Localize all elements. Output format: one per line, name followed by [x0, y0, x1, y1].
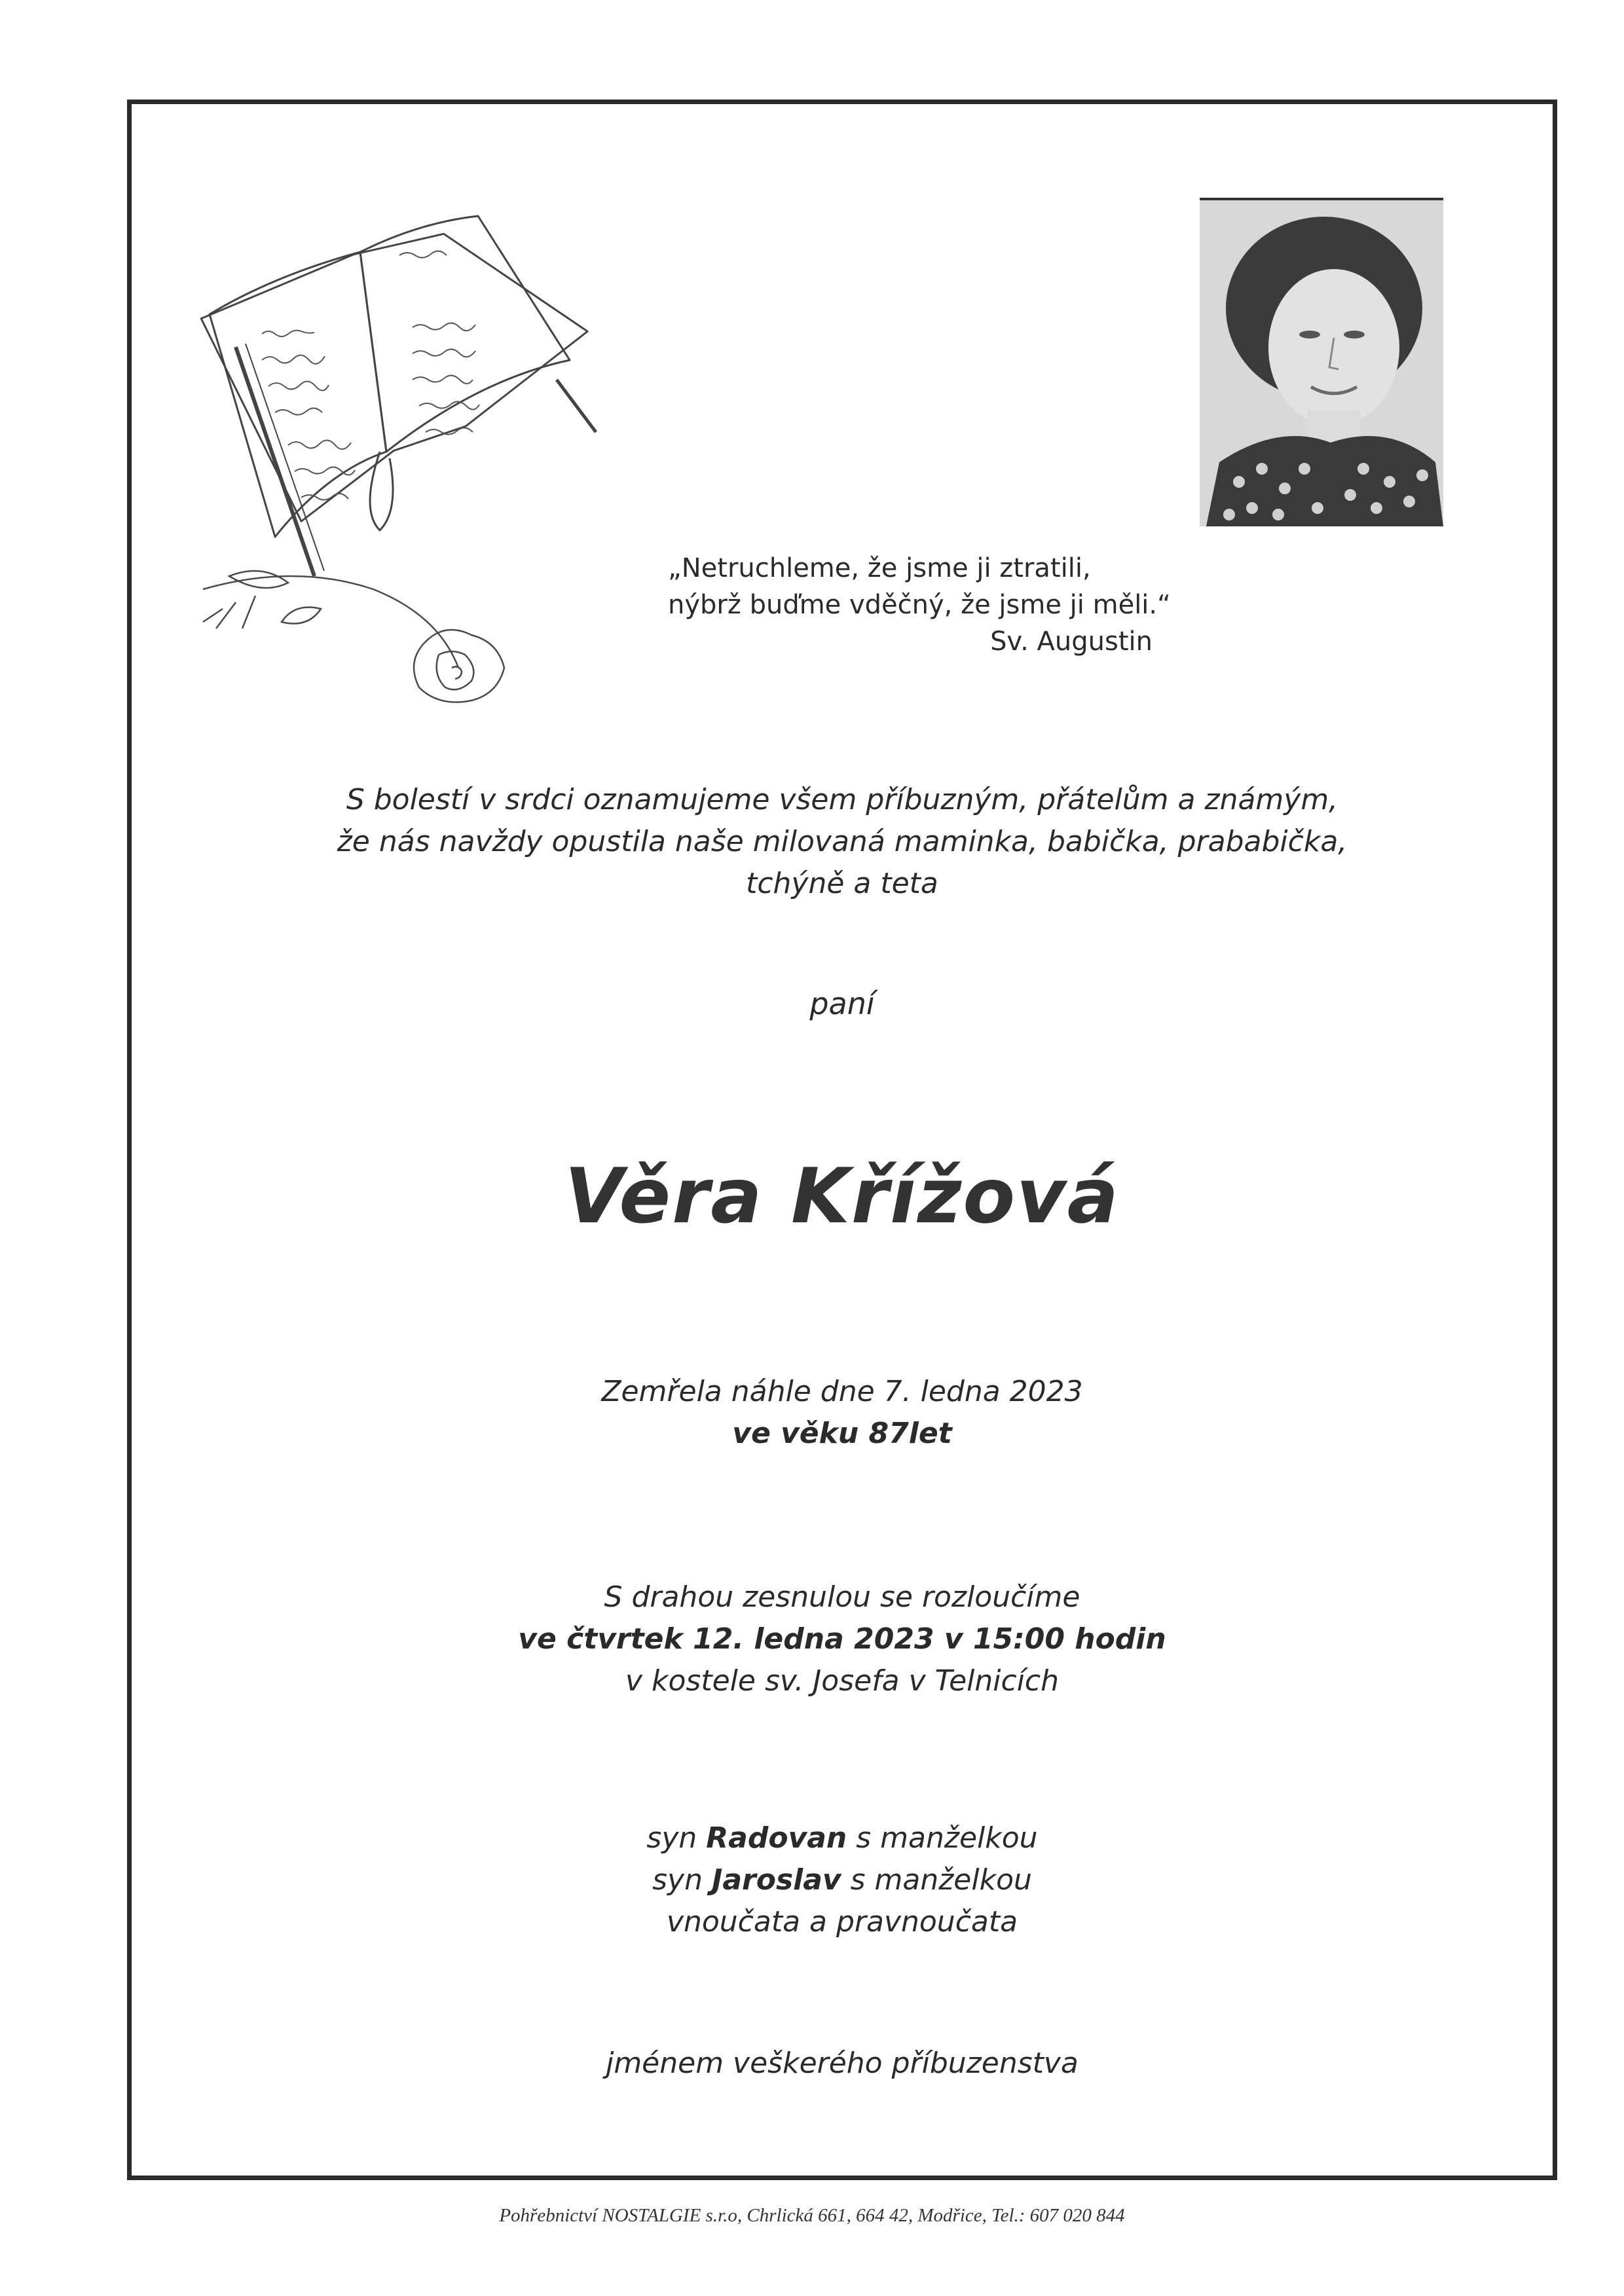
family-suffix: s manželkou: [847, 1821, 1038, 1855]
family-relation: syn: [652, 1863, 712, 1897]
farewell-place: v kostele sv. Josefa v Telnicích: [625, 1664, 1059, 1698]
family-name: Radovan: [706, 1821, 847, 1855]
book-rose-illustration: [164, 170, 609, 707]
family-member: vnoučata a pravnoučata: [666, 1905, 1018, 1939]
farewell-datetime: ve čtvrtek 12. ledna 2023 v 15:00 hodin: [518, 1622, 1166, 1656]
portrait-photo: [1200, 198, 1443, 526]
farewell-info: [127, 1576, 1557, 1702]
quote-block: [668, 550, 1171, 660]
deceased-name: Věra Křížová: [564, 1152, 1120, 1241]
family-member: [127, 1817, 1557, 1859]
family-relation: syn: [646, 1821, 707, 1855]
title-prefix: paní: [809, 986, 875, 1021]
quote-line: „Netruchleme, že jsme ji ztratili,: [668, 553, 1091, 583]
farewell-line: S drahou zesnulou se rozloučíme: [604, 1580, 1080, 1614]
family-suffix: s manželkou: [841, 1863, 1032, 1897]
announcement-line: S bolestí v srdci oznamujeme všem příbuzným, přátelům a známým,: [346, 783, 1338, 816]
family-member: [127, 1859, 1557, 1901]
footer-contact: Pohřebnictví NOSTALGIE s.r.o, Chrlická 661, 664 42, Modřice, Tel.: 607 020 844: [499, 2205, 1125, 2226]
announcement: [127, 779, 1557, 905]
death-age: ve věku 87let: [732, 1417, 952, 1450]
announcement-line: tchýně a teta: [746, 867, 938, 900]
announcement-line: že nás navždy opustila naše milovaná maminka, babička, prababička,: [337, 825, 1348, 858]
quote-line: nýbrž buďme vděčný, že jsme ji měli.“: [668, 590, 1171, 620]
family-signature: jménem veškerého příbuzenstva: [606, 2047, 1079, 2080]
family-list: [127, 1817, 1557, 1943]
death-info: [127, 1371, 1557, 1455]
quote-author: Sv. Augustin: [990, 627, 1153, 657]
family-name: Jaroslav: [711, 1863, 841, 1897]
death-date: Zemřela náhle dne 7. ledna 2023: [601, 1375, 1083, 1408]
